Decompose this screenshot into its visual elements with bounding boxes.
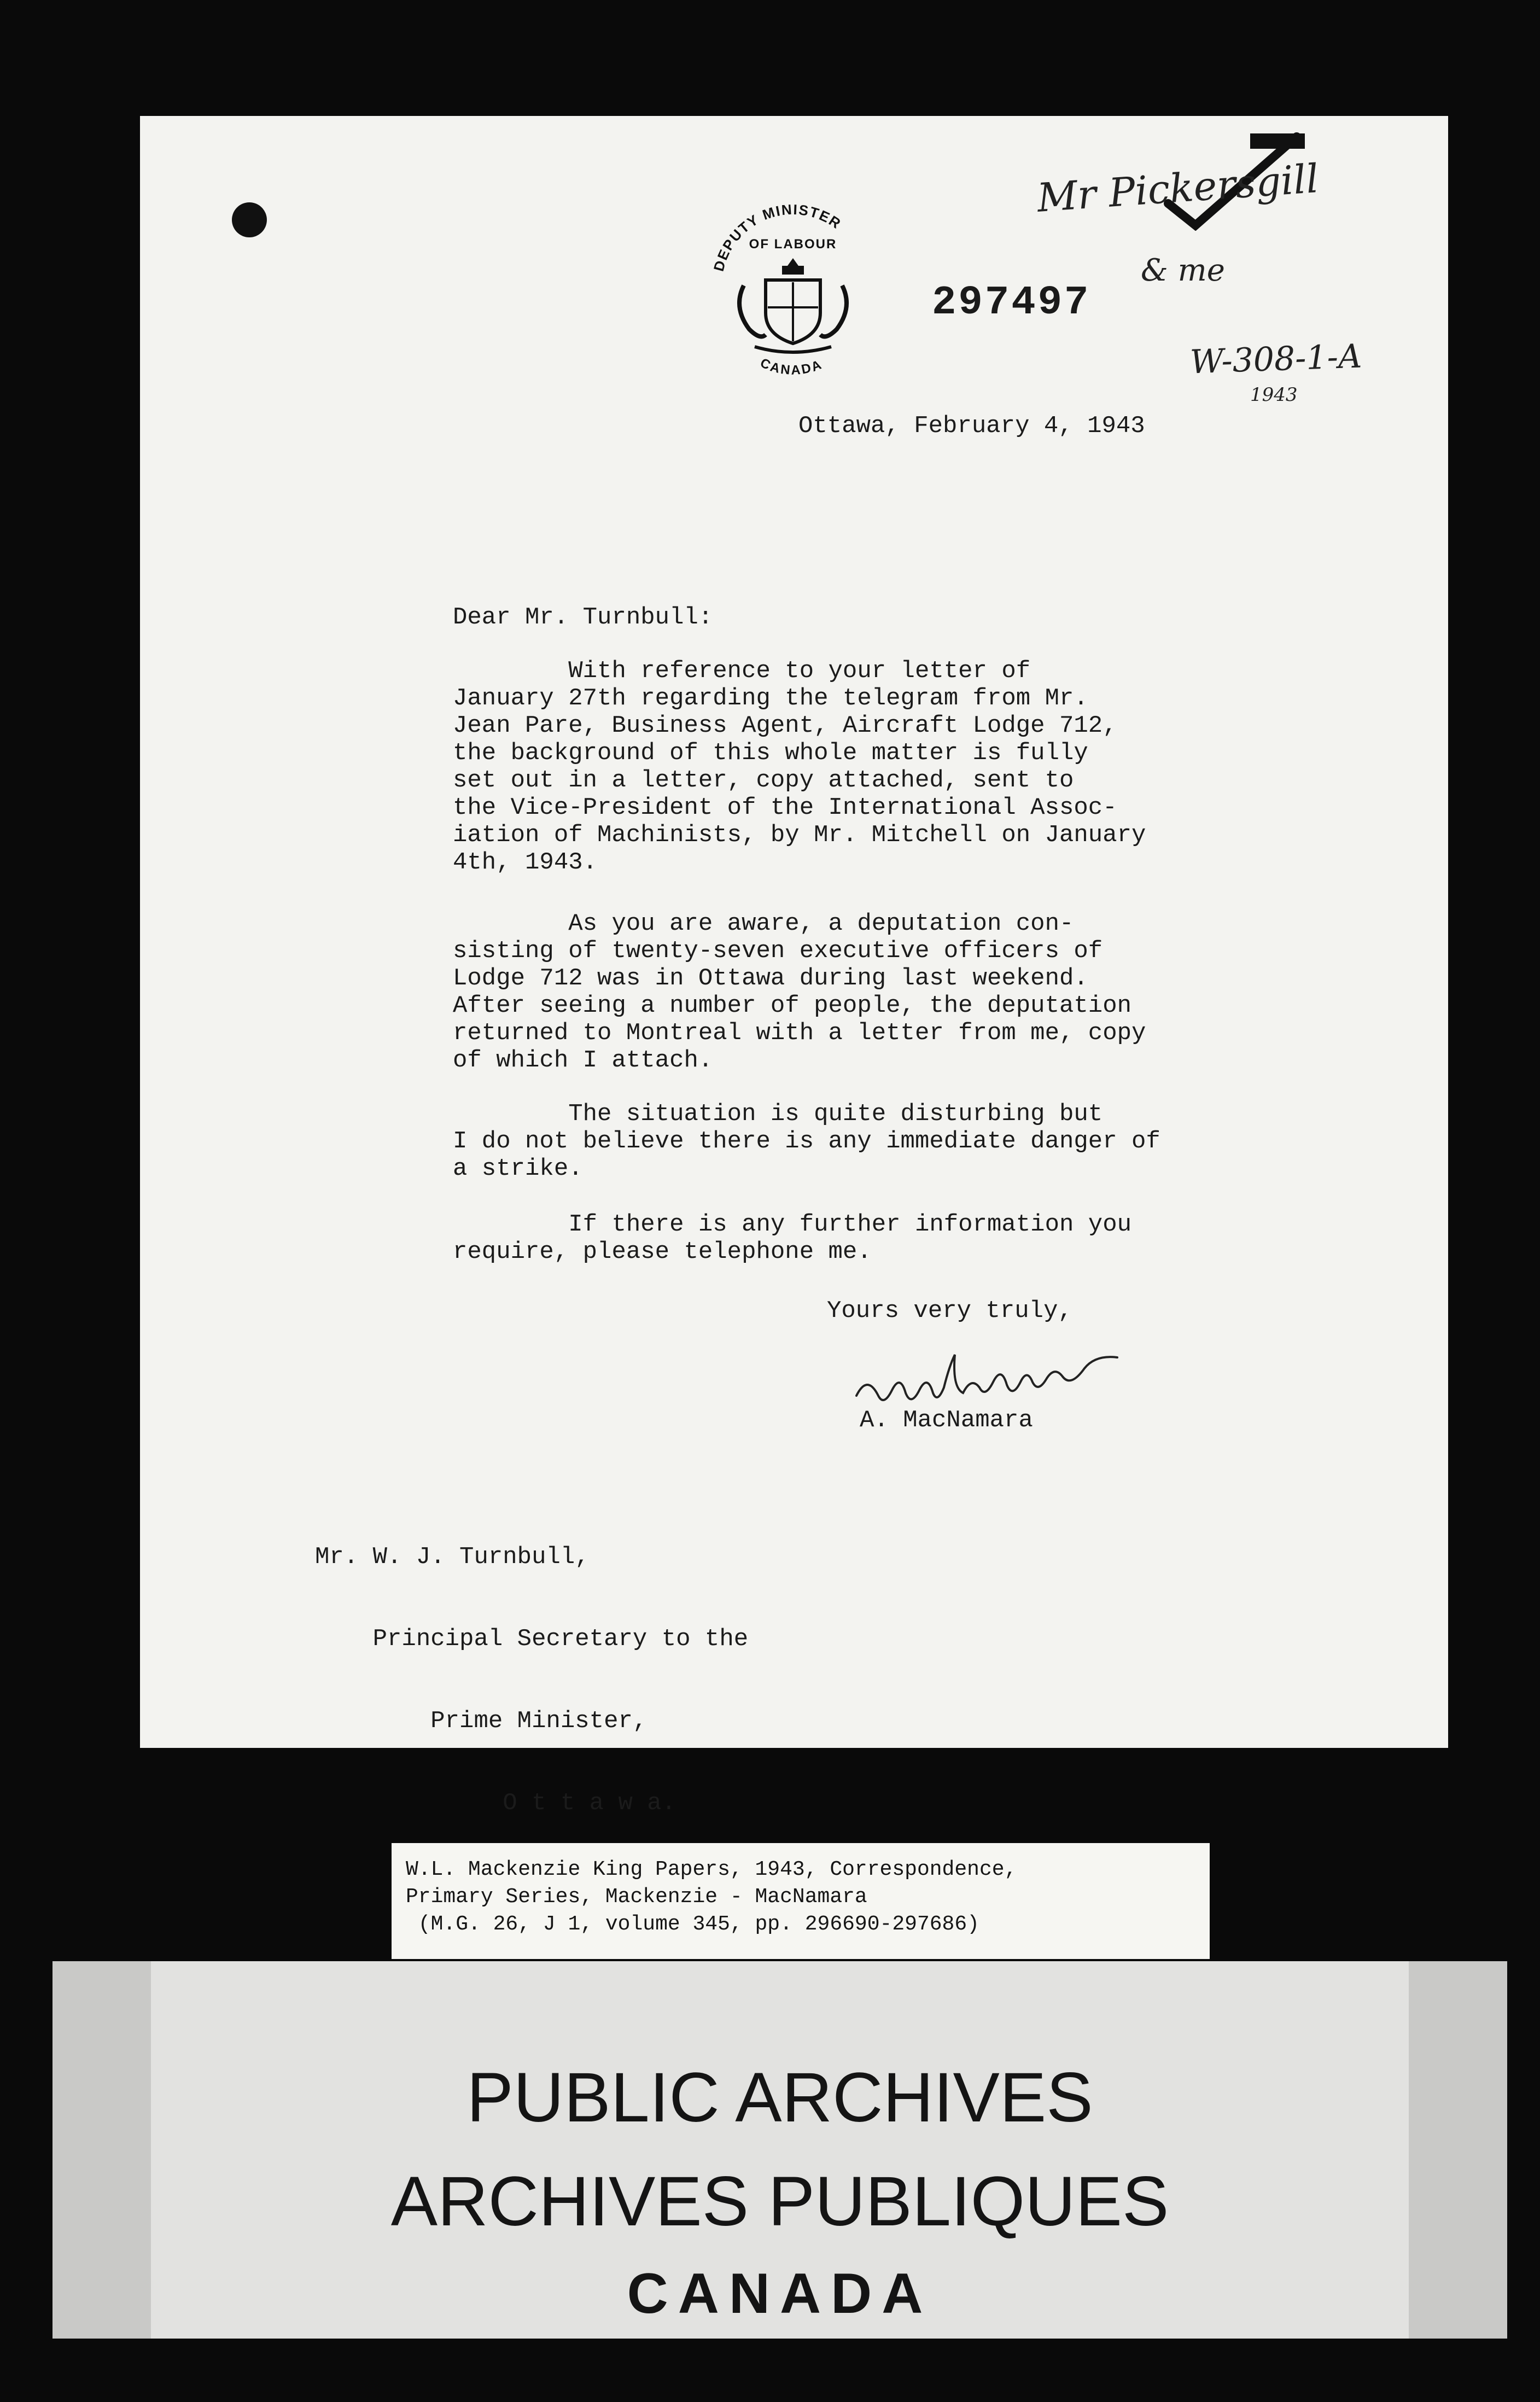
paragraph-line: of which I attach. <box>453 1047 713 1074</box>
citation-line: W.L. Mackenzie King Papers, 1943, Correspondence, <box>406 1858 1017 1881</box>
closing: Yours very truly, <box>827 1297 1072 1325</box>
recipient-title: Principal Secretary to the <box>315 1625 749 1653</box>
file-reference: W-308-1-A <box>1189 337 1363 382</box>
handwritten-note: Mr Pickersgill <box>1035 155 1320 221</box>
coat-of-arms-seal <box>700 193 886 389</box>
paragraph-1 <box>453 657 1328 876</box>
recipient-name: Mr. W. J. Turnbull, <box>315 1543 590 1571</box>
recipient-address <box>315 1489 748 1872</box>
recipient-city: O t t a w a. <box>315 1789 676 1817</box>
paragraph-4 <box>453 1211 1328 1266</box>
paragraph-line: sisting of twenty-seven executive officers of <box>453 937 1103 965</box>
svg-text:OF LABOUR: OF LABOUR <box>749 237 837 252</box>
paragraph-line: After seeing a number of people, the deputation <box>453 992 1132 1019</box>
document-number: 297497 <box>932 280 1091 326</box>
paragraph-line: I do not believe there is any immediate danger of <box>453 1128 1160 1155</box>
banner-line-country: CANADA <box>627 2262 933 2325</box>
punch-hole <box>232 202 267 237</box>
paragraph-2 <box>453 910 1328 1074</box>
paragraph-3 <box>453 1100 1328 1182</box>
paragraph-line: Lodge 712 was in Ottawa during last weekend. <box>453 965 1088 992</box>
paragraph-line: 4th, 1943. <box>453 849 598 876</box>
svg-text:DEPUTY MINISTER: DEPUTY MINISTER <box>710 201 845 273</box>
paragraph-line: the Vice-President of the International Assoc- <box>453 794 1117 821</box>
paragraph-line: As you are aware, a deputation con- <box>453 910 1074 937</box>
citation-line: (M.G. 26, J 1, volume 345, pp. 296690-297686) <box>406 1913 979 1936</box>
paragraph-line: With reference to your letter of <box>453 657 1031 685</box>
paragraph-line: a strike. <box>453 1155 583 1182</box>
banner-line-english: PUBLIC ARCHIVES <box>466 2059 1093 2137</box>
paragraph-line: If there is any further information you <box>453 1211 1132 1238</box>
signer-name: A. MacNamara <box>860 1407 1033 1434</box>
file-year: 1943 <box>1250 384 1298 406</box>
paragraph-line: returned to Montreal with a letter from me, copy <box>453 1019 1146 1047</box>
archives-banner <box>52 1961 1507 2339</box>
svg-text:CANADA: CANADA <box>757 355 825 378</box>
paragraph-line: January 27th regarding the telegram from Mr. <box>453 685 1088 712</box>
paragraph-line: Jean Pare, Business Agent, Aircraft Lodge 712, <box>453 712 1117 739</box>
archive-citation-label <box>392 1843 1210 1959</box>
citation-line: Primary Series, Mackenzie - MacNamara <box>406 1885 867 1909</box>
handwritten-initials: & me <box>1141 253 1225 288</box>
paragraph-line: The situation is quite disturbing but <box>453 1100 1103 1128</box>
paragraph-line: set out in a letter, copy attached, sent to <box>453 767 1074 794</box>
letter-date: Ottawa, February 4, 1943 <box>798 412 1145 440</box>
banner-line-french: ARCHIVES PUBLIQUES <box>390 2162 1169 2241</box>
paragraph-line: require, please telephone me. <box>453 1238 872 1266</box>
paragraph-line: the background of this whole matter is fully <box>453 739 1088 767</box>
paragraph-line: iation of Machinists, by Mr. Mitchell on January <box>453 821 1146 849</box>
salutation: Dear Mr. Turnbull: <box>453 604 713 631</box>
letter-page <box>140 116 1448 1817</box>
recipient-title: Prime Minister, <box>315 1707 648 1735</box>
